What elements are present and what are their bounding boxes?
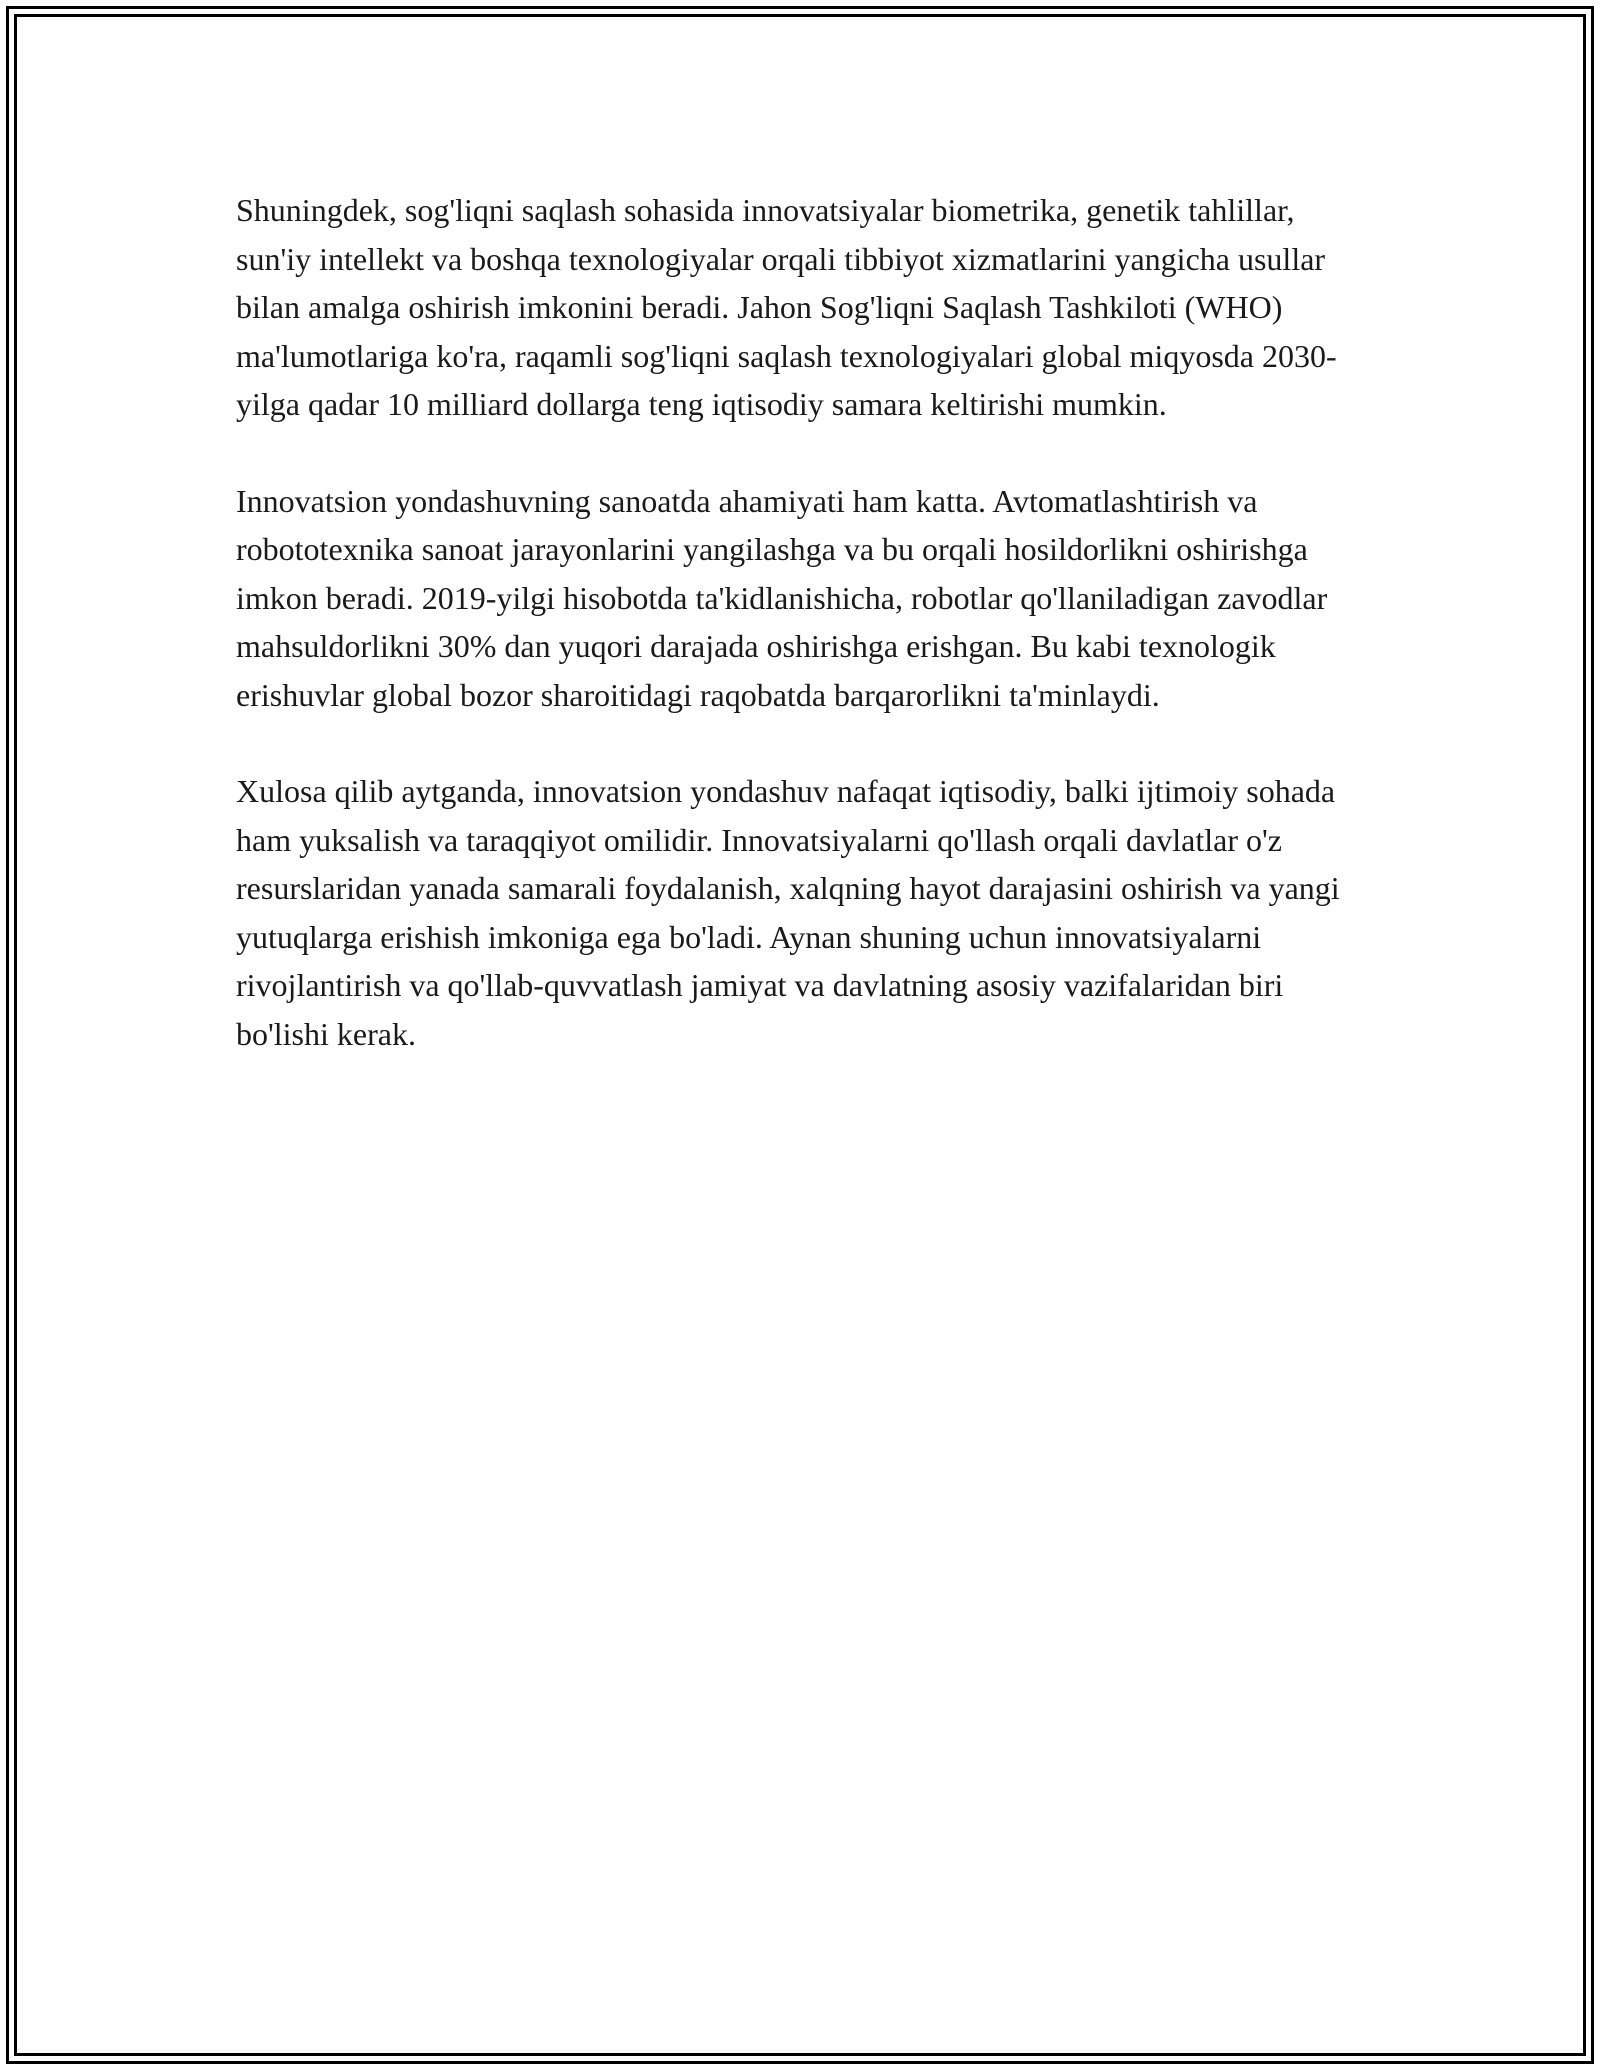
paragraph-industry-innovation: Innovatsion yondashuvning sanoatda ahamiyati ham katta. Avtomatlashtirish va robototexnika sanoat jarayonlarini yangilashga va bu orqali hosildorlikni oshirishga imkon beradi. 2019-yilgi hisobotda ta'kidlanishicha, robotlar qo'llaniladigan zavodlar mahsuldorlikni 30% dan yuqori darajada oshirishga erishgan. Bu kabi texnologik erishuvlar global bozor sharoitidagi raqobatda barqarorlikni ta'minlaydi. — [236, 482, 1328, 713]
paragraph-conclusion: Xulosa qilib aytganda, innovatsion yondashuv nafaqat iqtisodiy, balki ijtimoiy sohada ham yuksalish va taraqqiyot omilidir. Innovatsiyalarni qo'llash orqali davlatlar o'z resurslaridan yanada samarali foydalanish, xalqning hayot darajasini oshirish va yangi yutuqlarga erishish imkoniga ega bo'ladi. Aynan shuning uchun innovatsiyalarni rivojlantirish va qo'llab-quvvatlash jamiyat va davlatning asosiy vazifalaridan biri bo'lishi kerak. — [236, 773, 1340, 1052]
document-body — [236, 186, 1376, 1106]
paragraph-healthcare-innovation: Shuningdek, sog'liqni saqlash sohasida innovatsiyalar biometrika, genetik tahlillar, sun'iy intellekt va boshqa texnologiyalar orqali tibbiyot xizmatlarini yangicha usullar bilan amalga oshirish imkonini beradi. Jahon Sog'liqni Saqlash Tashkiloti (WHO) ma'lumotlariga ko'ra, raqamli sog'liqni saqlash texnologiyalari global miqyosda 2030-yilga qadar 10 milliard dollarga teng iqtisodiy samara keltirishi mumkin. — [236, 192, 1337, 422]
